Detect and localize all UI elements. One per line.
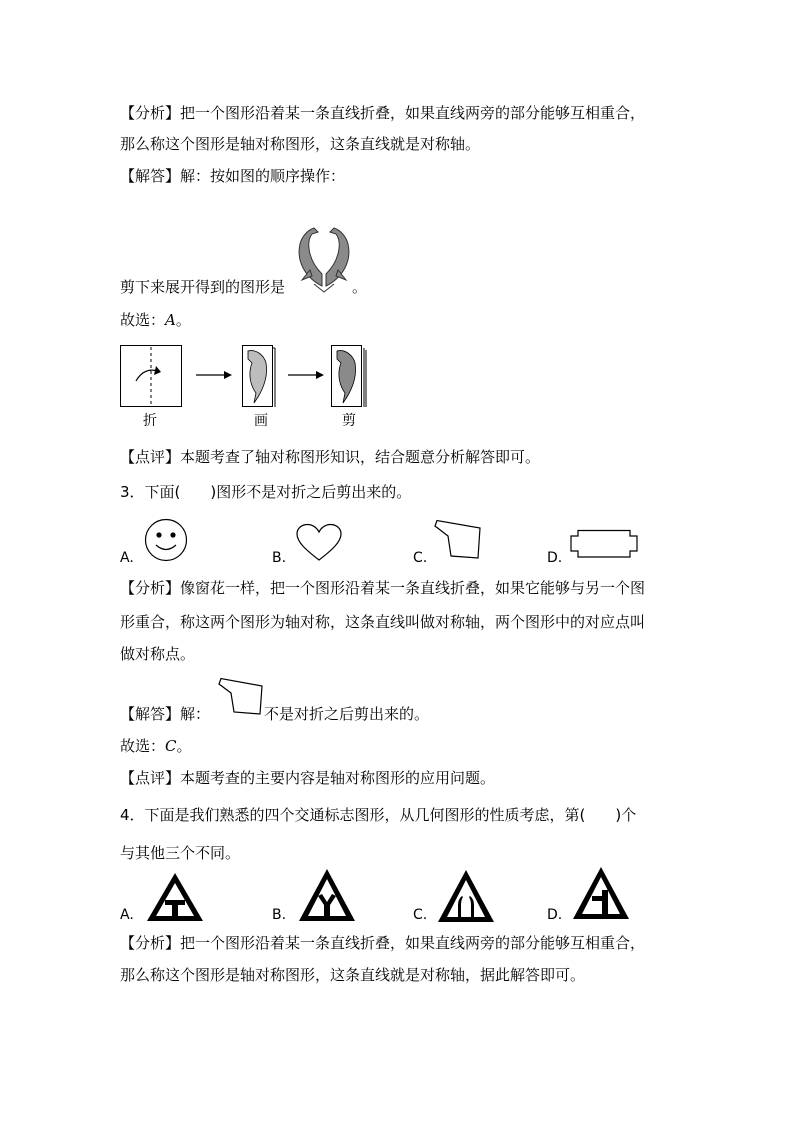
q3-question: 3．下面( )图形不是对折之后剪出来的。 [120, 483, 412, 501]
q2-result-prefix: 剪下来展开得到的图形是 [120, 278, 286, 296]
q3-solution-suffix: 不是对折之后剪出来的。 [264, 705, 430, 723]
y-junction-sign-icon [298, 868, 356, 922]
q2-result-line [120, 277, 285, 297]
q3-answer-prefix: 故选： [120, 737, 166, 755]
fold-step-figure [120, 345, 182, 407]
q2-answer-suffix: 。 [175, 311, 191, 329]
q2-answer-prefix: 故选： [120, 311, 166, 329]
q4-option-d-label: D. [547, 907, 563, 923]
smiley-face-icon [144, 518, 188, 562]
arrow-icon [196, 370, 232, 380]
q3-answer-line [120, 736, 192, 756]
q2-analysis-line1: 【分析】把一个图形沿着某一条直线折叠，如果直线两旁的部分能够互相重合， [120, 104, 646, 122]
side-road-sign-icon [572, 866, 630, 920]
q2-answer-value: A [165, 311, 176, 329]
q3-analysis-line1: 【分析】像窗花一样，把一个图形沿着某一条直线折叠，如果它能够与另一个图 [120, 579, 646, 597]
q2-answer-line [120, 310, 191, 330]
q4-option-a-label: A. [120, 907, 134, 923]
t-junction-sign-icon [146, 872, 204, 922]
q3-comment: 【点评】本题考查的主要内容是轴对称图形的应用问题。 [120, 769, 496, 787]
dolphin-pair-figure [292, 226, 356, 292]
draw-caption: 画 [254, 413, 268, 429]
q3-answer-value: C [165, 737, 177, 755]
q4-analysis-line2: 那么称这个图形是轴对称图形，这条直线就是对称轴，据此解答即可。 [120, 966, 586, 984]
arrow-icon [288, 370, 324, 380]
q4-option-b-label: B. [272, 907, 287, 923]
notched-rectangle-icon [570, 530, 638, 558]
q3-option-b-label: B. [272, 550, 287, 566]
q3-solution-prefix: 【解答】解： [120, 705, 211, 723]
fold-caption: 折 [143, 413, 157, 429]
q4-question-line1: 4．下面是我们熟悉的四个交通标志图形，从几何图形的性质考虑，第( )个 [120, 806, 637, 824]
narrow-road-sign-icon [437, 869, 495, 923]
cut-caption: 剪 [342, 413, 356, 429]
q4-analysis-line1: 【分析】把一个图形沿着某一条直线折叠，如果直线两旁的部分能够互相重合， [120, 934, 646, 952]
q3-answer-suffix: 。 [176, 737, 192, 755]
q2-result-suffix: 。 [352, 278, 368, 296]
q3-option-d-label: D. [547, 550, 563, 566]
q4-option-c-label: C. [413, 907, 428, 923]
draw-step-figure [242, 345, 276, 407]
q2-comment: 【点评】本题考查了轴对称图形知识，结合题意分析解答即可。 [120, 448, 541, 466]
heart-icon [296, 524, 342, 562]
q3-option-c-label: C. [413, 550, 428, 566]
q3-analysis-line2: 形重合，称这两个图形为轴对称，这条直线叫做对称轴，两个图形中的对应点叫 [120, 613, 646, 631]
irregular-polygon-icon [434, 520, 482, 560]
irregular-polygon-icon [218, 678, 264, 716]
q4-question-line2: 与其他三个不同。 [120, 844, 241, 862]
q2-analysis-line2: 那么称这个图形是轴对称图形，这条直线就是对称轴。 [120, 135, 481, 153]
q3-option-a-label: A. [120, 550, 134, 566]
cut-step-figure [331, 345, 367, 407]
q2-solution-line: 【解答】解：按如图的顺序操作： [120, 167, 346, 185]
q3-analysis-line3: 做对称点。 [120, 645, 196, 663]
